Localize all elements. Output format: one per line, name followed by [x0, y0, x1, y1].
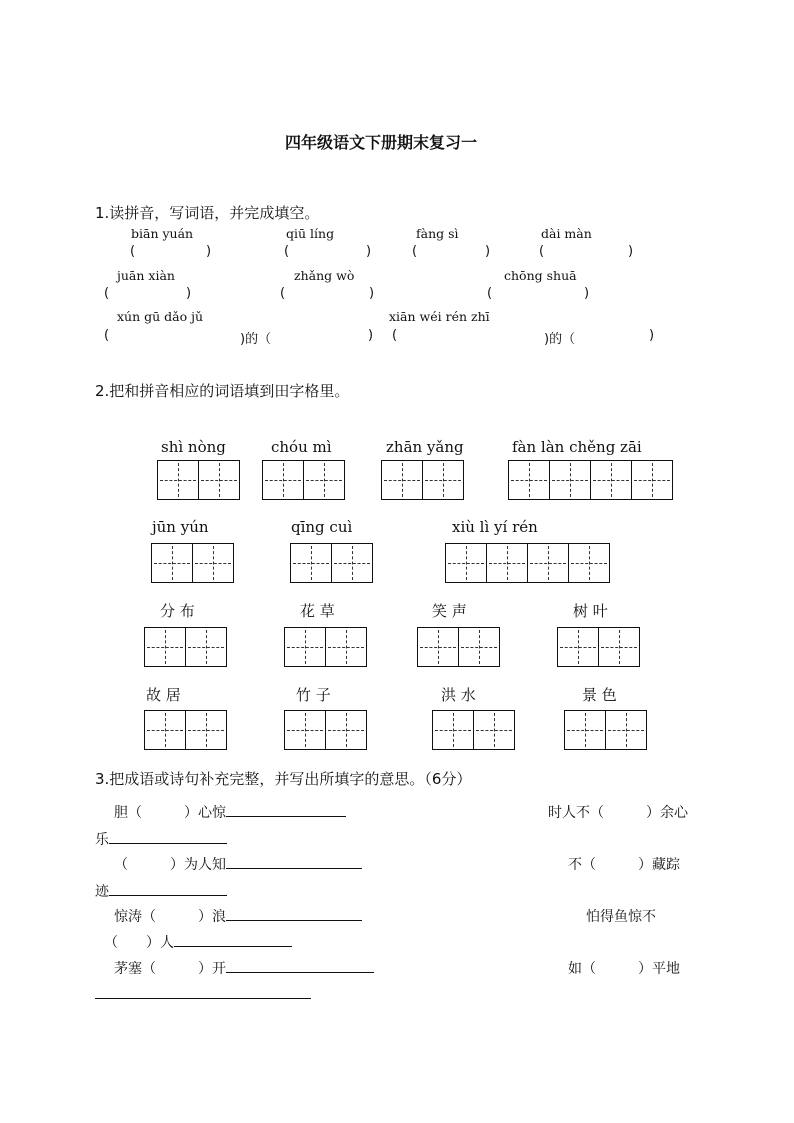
q1-pinyin: juān xiàn: [117, 268, 175, 283]
answer-paren-close: ): [369, 286, 375, 301]
page-title: 四年级语文下册期末复习一: [285, 133, 478, 152]
tianzige-grid[interactable]: [284, 627, 367, 667]
answer-paren-close: ): [649, 328, 655, 343]
grid-pinyin: shì nòng: [161, 438, 226, 456]
q1-pinyin: zhǎng wò: [294, 268, 355, 283]
tianzige-grid[interactable]: [557, 627, 640, 667]
answer-line[interactable]: [226, 958, 374, 973]
q3-item-right: 如（ ）平地: [568, 961, 680, 977]
answer-paren-open: (: [284, 244, 290, 259]
tianzige-grid[interactable]: [144, 627, 227, 667]
tianzige-grid[interactable]: [564, 710, 647, 750]
q2-heading: 2.把和拼音相应的词语填到田字格里。: [95, 382, 350, 400]
q3-text: 惊涛（ ）浪: [114, 909, 226, 925]
q3-item-left: [114, 802, 346, 822]
answer-line[interactable]: [109, 881, 227, 896]
q1-pinyin: qiū líng: [286, 226, 335, 241]
answer-paren-close: ): [206, 244, 212, 259]
q1-pinyin: xún gū dǎo jǔ: [117, 309, 204, 324]
answer-paren-open: (: [130, 244, 136, 259]
answer-paren-open: (: [280, 286, 286, 301]
q3-text: 茅塞（ ）开: [114, 961, 226, 977]
grid-pinyin: zhān yǎng: [386, 438, 464, 456]
answer-line[interactable]: [226, 802, 346, 817]
q1-pinyin: fàng sì: [416, 226, 459, 241]
q1-pinyin: chōng shuā: [504, 268, 577, 283]
grid-word: 景 色: [582, 686, 617, 704]
q1-heading: 1.读拼音，写词语，并完成填空。: [95, 204, 320, 222]
q1-pinyin: dài màn: [541, 226, 592, 241]
answer-line[interactable]: [109, 829, 227, 844]
q3-item-left: [114, 958, 374, 978]
grid-pinyin: xiù lì yí rén: [452, 518, 538, 536]
answer-paren-close: ): [186, 286, 192, 301]
tianzige-grid[interactable]: [290, 543, 373, 583]
q3-heading: 3.把成语或诗句补充完整，并写出所填字的意思。（6分）: [95, 770, 472, 788]
q3-item-left: [114, 906, 362, 926]
answer-paren-close: ): [366, 244, 372, 259]
answer-paren-open: (: [487, 286, 493, 301]
tianzige-grid[interactable]: [151, 543, 234, 583]
answer-paren-close: ): [628, 244, 634, 259]
grid-word: 故 居: [146, 686, 181, 704]
answer-line[interactable]: [226, 854, 362, 869]
grid-word: 花 草: [300, 602, 335, 620]
q1-pinyin: biān yuán: [131, 226, 194, 241]
q3-item-cont: [104, 932, 292, 952]
q3-text: 乐: [95, 832, 109, 848]
answer-line[interactable]: [226, 906, 362, 921]
q3-item-left: [114, 854, 362, 874]
grid-pinyin: qīng cuì: [291, 518, 353, 536]
q3-text: 迹: [95, 884, 109, 900]
answer-line[interactable]: [95, 998, 311, 999]
answer-paren-close: ): [485, 244, 491, 259]
grid-word: 分 布: [160, 602, 195, 620]
answer-paren-open: (: [539, 244, 545, 259]
tianzige-grid[interactable]: [284, 710, 367, 750]
answer-paren-close: ): [368, 328, 374, 343]
q3-item-right: 不（ ）藏踪: [568, 857, 680, 873]
answer-paren-open: (: [392, 328, 398, 343]
q3-text: （ ）为人知: [114, 857, 226, 873]
tianzige-grid[interactable]: [432, 710, 515, 750]
grid-word: 竹 子: [296, 686, 331, 704]
grid-pinyin: jūn yún: [152, 518, 209, 536]
answer-paren-open: (: [412, 244, 418, 259]
grid-pinyin: fàn làn chěng zāi: [512, 438, 642, 456]
de-connector: )的（: [240, 332, 272, 347]
grid-word: 树 叶: [573, 602, 608, 620]
answer-paren-open: (: [104, 328, 110, 343]
grid-word: 笑 声: [432, 602, 467, 620]
de-connector: )的（: [544, 332, 576, 347]
q1-pinyin: xiān wéi rén zhī: [389, 309, 490, 324]
tianzige-grid[interactable]: [157, 460, 240, 500]
tianzige-grid[interactable]: [508, 460, 673, 500]
q3-item-cont: [95, 829, 227, 849]
q3-text: （ ）人: [104, 935, 174, 951]
answer-paren-open: (: [104, 286, 110, 301]
grid-pinyin: chóu mì: [271, 438, 332, 456]
tianzige-grid[interactable]: [417, 627, 500, 667]
q3-item-cont: [95, 881, 227, 901]
tianzige-grid[interactable]: [262, 460, 345, 500]
tianzige-grid[interactable]: [144, 710, 227, 750]
q3-text: 胆（ ）心惊: [114, 805, 226, 821]
q3-item-right: 怕得鱼惊不: [586, 909, 656, 925]
answer-paren-close: ): [584, 286, 590, 301]
tianzige-grid[interactable]: [381, 460, 464, 500]
q3-item-right: 时人不（ ）余心: [548, 805, 688, 821]
grid-word: 洪 水: [441, 686, 476, 704]
tianzige-grid[interactable]: [445, 543, 610, 583]
answer-line[interactable]: [174, 932, 292, 947]
